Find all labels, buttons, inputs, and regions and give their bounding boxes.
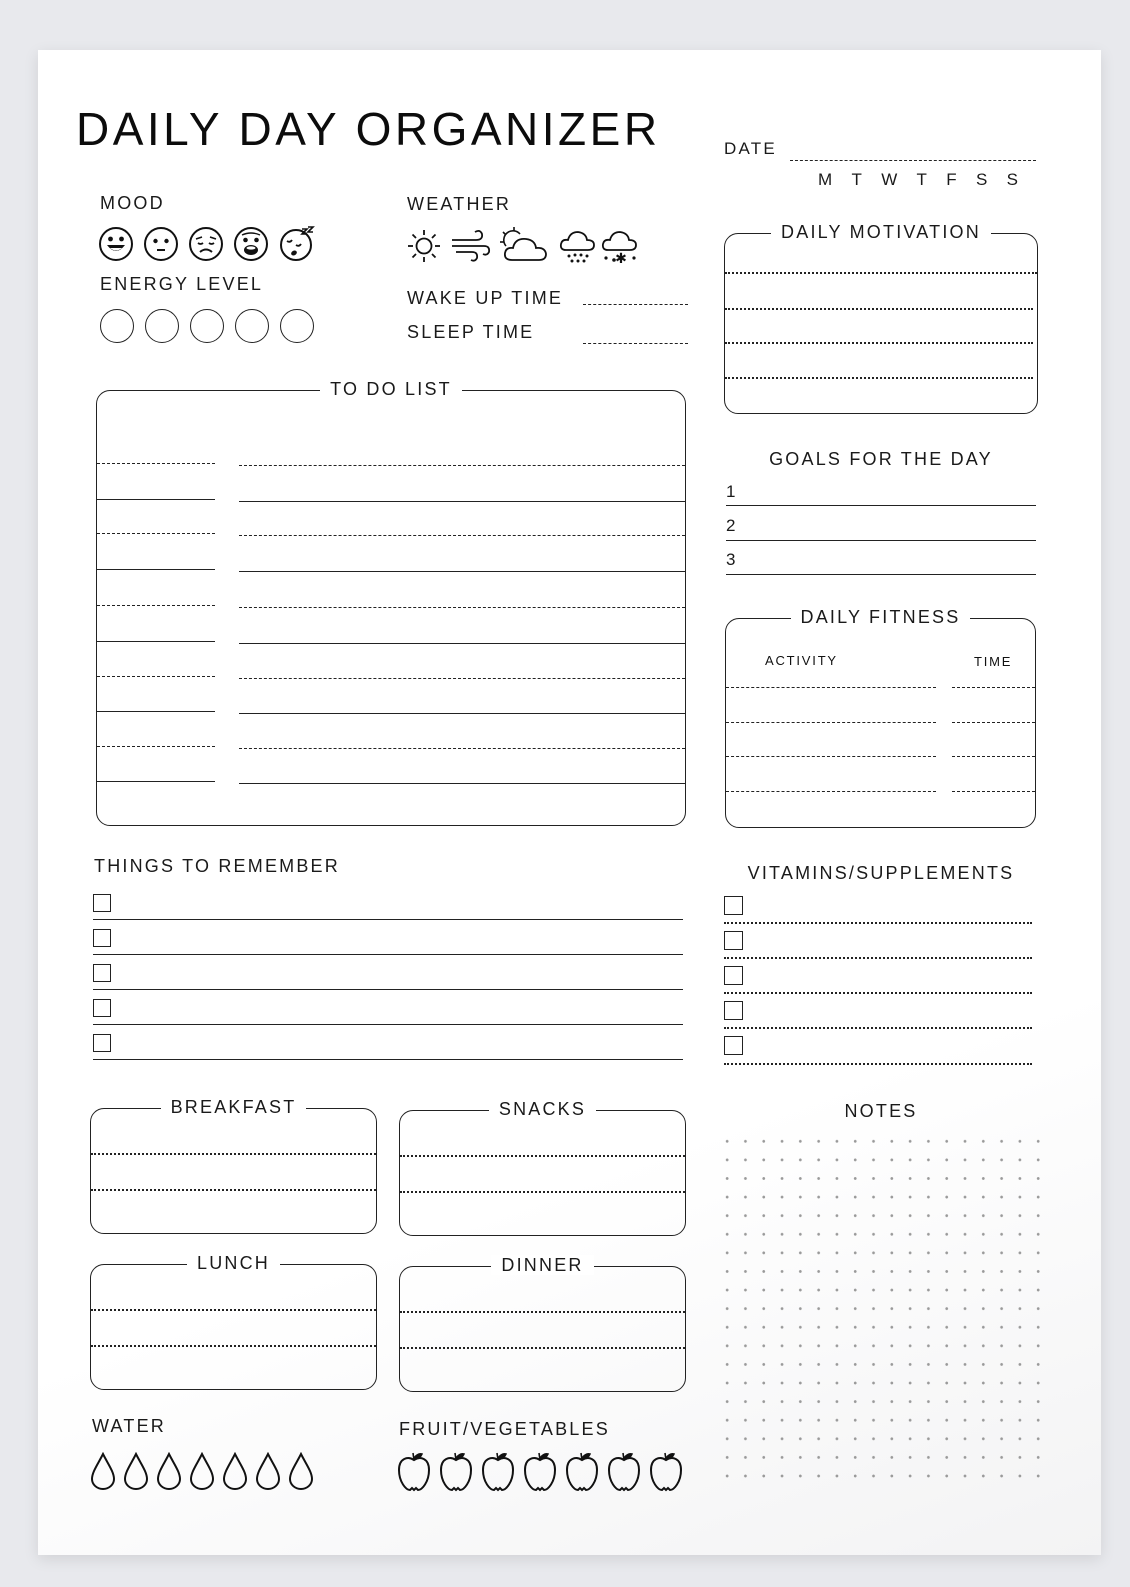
vitamin-checkbox[interactable] — [724, 896, 743, 915]
worried-face-icon[interactable] — [188, 226, 224, 262]
mood-label: MOOD — [100, 193, 165, 213]
todo-time-field[interactable] — [97, 641, 215, 642]
fruit-vegetables-tracker — [396, 1450, 696, 1494]
breakfast-title — [91, 1097, 376, 1117]
snow-cloud-icon[interactable] — [600, 228, 640, 266]
mood-selector — [98, 226, 328, 264]
weekday-wed[interactable]: W — [881, 170, 898, 189]
todo-list-box — [96, 379, 686, 826]
vitamin-checkbox[interactable] — [724, 931, 743, 950]
fitness-activity-field[interactable] — [726, 756, 936, 757]
sleep-time-field[interactable] — [583, 343, 688, 344]
goals-label: GOALS FOR THE DAY — [769, 449, 993, 469]
shocked-face-icon[interactable] — [233, 226, 269, 262]
energy-level-selector — [100, 309, 320, 345]
organizer-page — [38, 50, 1101, 1555]
breakfast-box — [90, 1097, 377, 1234]
daily-motivation-title — [725, 222, 1037, 242]
vitamin-checkbox[interactable] — [724, 1001, 743, 1020]
daily-fitness-title — [726, 607, 1035, 627]
remember-checkbox[interactable] — [93, 999, 111, 1017]
things-to-remember-label: THINGS TO REMEMBER — [94, 856, 340, 876]
fitness-time-field[interactable] — [952, 791, 1035, 792]
dinner-line[interactable] — [400, 1347, 685, 1349]
vitamin-item-field[interactable] — [724, 957, 1032, 959]
rain-cloud-icon[interactable] — [558, 228, 596, 266]
todo-task-field[interactable] — [239, 465, 685, 466]
energy-level-2[interactable] — [145, 309, 179, 343]
water-tracker — [90, 1452, 320, 1492]
vitamins-list — [724, 896, 1032, 1076]
breakfast-line[interactable] — [91, 1153, 376, 1155]
apple-icon[interactable] — [606, 1450, 642, 1492]
todo-time-field[interactable] — [97, 676, 215, 677]
motivation-line[interactable] — [725, 342, 1033, 344]
neutral-face-icon[interactable] — [143, 226, 179, 262]
todo-time-field[interactable] — [97, 463, 215, 464]
goal-2-field[interactable] — [726, 540, 1036, 541]
water-drop-icon[interactable] — [255, 1452, 281, 1490]
todo-task-field[interactable] — [239, 571, 685, 572]
weekday-fri[interactable]: F — [946, 170, 957, 189]
todo-time-field[interactable] — [97, 533, 215, 534]
todo-time-field[interactable] — [97, 569, 215, 570]
motivation-line[interactable] — [725, 272, 1037, 274]
vitamins-label: VITAMINS/SUPPLEMENTS — [747, 863, 1015, 883]
page-title: DAILY DAY ORGANIZER — [76, 103, 661, 155]
apple-icon[interactable] — [396, 1450, 432, 1492]
fitness-activity-field[interactable] — [726, 722, 936, 723]
todo-time-field[interactable] — [97, 781, 215, 782]
vitamin-item-field[interactable] — [724, 1063, 1032, 1065]
daily-motivation-box — [724, 222, 1038, 414]
fitness-time-field[interactable] — [952, 756, 1035, 757]
todo-time-field[interactable] — [97, 711, 215, 712]
weekday-sat[interactable]: S — [975, 170, 988, 189]
remember-checkbox[interactable] — [93, 929, 111, 947]
fitness-activity-field[interactable] — [726, 687, 936, 688]
remember-item-field[interactable] — [93, 989, 683, 990]
goal-3-field[interactable] — [726, 574, 1036, 575]
things-to-remember-list — [93, 892, 683, 1072]
wake-up-time-label: WAKE UP TIME — [407, 288, 564, 308]
fitness-time-field[interactable] — [952, 722, 1035, 723]
fruit-vegetables-label: FRUIT/VEGETABLES — [399, 1419, 610, 1439]
todo-task-field[interactable] — [239, 783, 685, 784]
energy-level-4[interactable] — [235, 309, 269, 343]
todo-time-field[interactable] — [97, 499, 215, 500]
water-drop-icon[interactable] — [90, 1452, 116, 1490]
weather-selector — [406, 226, 646, 266]
todo-task-field[interactable] — [239, 535, 685, 536]
vitamin-item-field[interactable] — [724, 922, 1032, 924]
water-drop-icon[interactable] — [288, 1452, 314, 1490]
time-column-header: TIME — [974, 654, 1013, 669]
todo-time-field[interactable] — [97, 605, 215, 606]
remember-item-field[interactable] — [93, 954, 683, 955]
lunch-label: LUNCH — [187, 1253, 280, 1273]
todo-task-field[interactable] — [239, 501, 685, 502]
breakfast-line[interactable] — [91, 1189, 376, 1191]
apple-icon[interactable] — [522, 1450, 558, 1492]
snacks-line[interactable] — [400, 1155, 685, 1157]
goal-1-field[interactable] — [726, 505, 1036, 506]
lunch-line[interactable] — [91, 1345, 376, 1347]
snacks-label: SNACKS — [489, 1099, 596, 1119]
dinner-line[interactable] — [400, 1311, 685, 1313]
notes-label: NOTES — [844, 1101, 918, 1121]
todo-task-field[interactable] — [239, 748, 685, 749]
weekday-selector — [818, 170, 1018, 190]
goal-number: 2 — [726, 516, 736, 535]
todo-task-field[interactable] — [239, 678, 685, 679]
todo-list-label: TO DO LIST — [320, 379, 462, 399]
lunch-box — [90, 1253, 377, 1390]
fitness-activity-field[interactable] — [726, 791, 936, 792]
wake-up-time-field[interactable] — [583, 304, 688, 305]
water-drop-icon[interactable] — [156, 1452, 182, 1490]
water-drop-icon[interactable] — [189, 1452, 215, 1490]
water-drop-icon[interactable] — [222, 1452, 248, 1490]
snacks-box — [399, 1099, 686, 1236]
lunch-title — [91, 1253, 376, 1273]
date-field[interactable] — [790, 160, 1036, 161]
grinning-face-icon[interactable] — [98, 226, 134, 262]
vitamin-checkbox[interactable] — [724, 966, 743, 985]
water-drop-icon[interactable] — [123, 1452, 149, 1490]
sun-icon[interactable] — [406, 228, 442, 264]
sleeping-face-icon[interactable] — [278, 226, 318, 262]
sleep-time-label: SLEEP TIME — [407, 322, 535, 342]
daily-motivation-label: DAILY MOTIVATION — [771, 222, 991, 242]
vitamin-item-field[interactable] — [724, 992, 1032, 994]
weekday-thu[interactable]: T — [916, 170, 927, 189]
remember-item-field[interactable] — [93, 1059, 683, 1060]
fitness-time-field[interactable] — [952, 687, 1035, 688]
motivation-line[interactable] — [725, 308, 1033, 310]
motivation-line[interactable] — [725, 377, 1033, 379]
weekday-sun[interactable]: S — [1006, 170, 1018, 189]
weekday-mon[interactable]: M — [818, 170, 833, 189]
vitamin-item-field[interactable] — [724, 1027, 1032, 1029]
energy-level-1[interactable] — [100, 309, 134, 343]
energy-level-label: ENERGY LEVEL — [100, 274, 264, 294]
breakfast-label: BREAKFAST — [161, 1097, 307, 1117]
apple-icon[interactable] — [564, 1450, 600, 1492]
snacks-title — [400, 1099, 685, 1119]
todo-task-field[interactable] — [239, 713, 685, 714]
apple-icon[interactable] — [438, 1450, 474, 1492]
goal-number: 3 — [726, 550, 736, 569]
todo-task-field[interactable] — [239, 643, 685, 644]
snacks-line[interactable] — [400, 1191, 685, 1193]
partly-cloudy-icon[interactable] — [500, 226, 550, 264]
daily-fitness-label: DAILY FITNESS — [791, 607, 971, 627]
daily-fitness-box — [725, 607, 1036, 828]
todo-time-field[interactable] — [97, 746, 215, 747]
activity-column-header: ACTIVITY — [765, 653, 838, 668]
todo-task-field[interactable] — [239, 607, 685, 608]
weather-label: WEATHER — [407, 194, 512, 214]
todo-list-title — [97, 379, 685, 399]
svg-text:✱: ✱ — [615, 251, 627, 266]
dinner-title — [400, 1255, 685, 1275]
lunch-line[interactable] — [91, 1309, 376, 1311]
energy-level-5[interactable] — [280, 309, 314, 343]
goal-number: 1 — [726, 482, 736, 501]
remember-item-field[interactable] — [93, 919, 683, 920]
notes-dot-grid[interactable] — [718, 1132, 1044, 1486]
date-label: DATE — [724, 139, 777, 158]
dinner-label: DINNER — [491, 1255, 593, 1275]
remember-item-field[interactable] — [93, 1024, 683, 1025]
vitamin-checkbox[interactable] — [724, 1036, 743, 1055]
goals-list — [726, 482, 1036, 582]
remember-checkbox[interactable] — [93, 964, 111, 982]
remember-checkbox[interactable] — [93, 894, 111, 912]
apple-icon[interactable] — [480, 1450, 516, 1492]
apple-icon[interactable] — [648, 1450, 684, 1492]
wind-icon[interactable] — [450, 228, 492, 264]
dinner-box — [399, 1255, 686, 1392]
remember-checkbox[interactable] — [93, 1034, 111, 1052]
weekday-tue[interactable]: T — [851, 170, 862, 189]
water-label: WATER — [92, 1416, 166, 1436]
energy-level-3[interactable] — [190, 309, 224, 343]
